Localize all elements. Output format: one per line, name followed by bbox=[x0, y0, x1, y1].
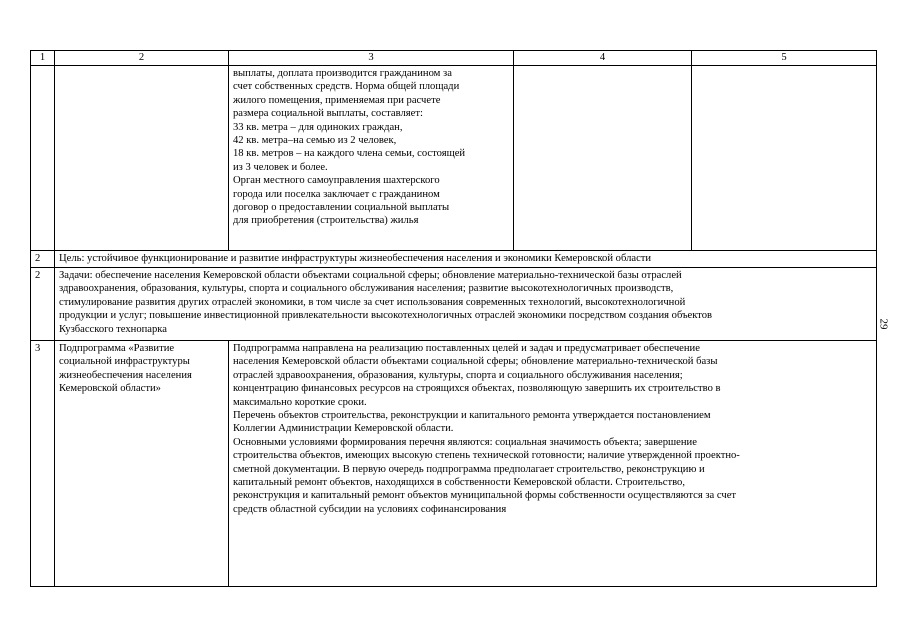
table-row-tasks bbox=[31, 268, 877, 341]
text-line: реконструкция и капитальный ремонт объектов муниципальной формы собственности осуществляются за счет bbox=[233, 490, 737, 502]
text-line: жилого помещения, применяемая при расчете bbox=[233, 94, 441, 106]
text-line: Коллегии Администрации Кемеровской области. bbox=[233, 423, 454, 435]
header-col-5: 5 bbox=[692, 51, 877, 66]
table-row-goal bbox=[31, 251, 877, 268]
text-line: Подпрограмма направлена на реализацию поставленных целей и задач и предусматривает обеспечение bbox=[233, 343, 700, 354]
page-number: 29 bbox=[877, 318, 890, 330]
text-line: Кемеровской области» bbox=[59, 383, 161, 395]
goal-text: Цель: устойчивое функционирование и развитие инфраструктуры жизнеобеспечения населения и экономики Кемеровской области bbox=[55, 251, 877, 268]
text-line: Перечень объектов строительства, реконструкции и капитального ремонта утверждается постановлением bbox=[233, 410, 711, 422]
text-line: продукции и услуг; повышение инвестиционной привлекательности высокотехнологичных отраслей экономики посредством создания объектов bbox=[59, 310, 713, 322]
text-line: отраслей здравоохранения, образования, культуры, спорта и социального обслуживания населения; bbox=[233, 369, 683, 381]
table-row-continuation bbox=[31, 66, 877, 251]
text-line: Кузбасского технопарка bbox=[59, 323, 167, 335]
header-col-1: 1 bbox=[31, 51, 55, 66]
row-number: 2 bbox=[31, 268, 55, 341]
text-line: максимально короткие сроки. bbox=[233, 396, 367, 408]
tasks-text-cell bbox=[55, 268, 877, 341]
row-number: 2 bbox=[31, 251, 55, 268]
table-row-subprogram bbox=[31, 341, 877, 587]
text-line: договор о предоставлении социальной выплаты bbox=[233, 202, 450, 214]
subprogram-description-cell bbox=[229, 341, 877, 587]
cell-empty bbox=[31, 66, 55, 251]
text-line: города или поселка заключает с гражданином bbox=[233, 188, 440, 200]
text-line: сметной документации. В первую очередь подпрограмма предполагает строительство, реконструкцию и bbox=[233, 463, 705, 475]
cell-empty bbox=[55, 66, 229, 251]
table-header-row bbox=[31, 51, 877, 66]
text-line: 42 кв. метра–на семью из 2 человек, bbox=[233, 135, 397, 147]
program-table bbox=[30, 50, 877, 587]
header-col-2: 2 bbox=[55, 51, 229, 66]
cell-empty bbox=[514, 66, 692, 251]
continuation-text-cell bbox=[229, 66, 514, 251]
document-page bbox=[30, 50, 876, 601]
text-line: Основными условиями формирования перечня являются: социальная значимость объекта; завершение bbox=[233, 436, 697, 448]
text-line: стимулирование развития других отраслей экономики, в том числе за счет использования современных технологий, высокотехнологичной bbox=[59, 296, 686, 308]
text-line: социальной инфраструктуры bbox=[59, 356, 190, 368]
row-number: 3 bbox=[31, 341, 55, 587]
subprogram-name-cell bbox=[55, 341, 229, 587]
text-line: жизнеобеспечения населения bbox=[59, 369, 192, 381]
text-line: строительства объектов, имеющих высокую степень технической готовности; наличие утвержденной проектно- bbox=[233, 450, 740, 462]
cell-empty bbox=[692, 66, 877, 251]
text-line: выплаты, доплата производится гражданином за bbox=[233, 68, 452, 79]
text-line: для приобретения (строительства) жилья bbox=[233, 215, 419, 227]
text-line: 33 кв. метра – для одиноких граждан, bbox=[233, 121, 403, 133]
text-line: капитальный ремонт объектов, находящихся в собственности Кемеровской области. Строительство, bbox=[233, 477, 685, 489]
text-line: населения Кемеровской области объектами социальной сферы; обновление материально-технической базы bbox=[233, 356, 718, 368]
text-line: размера социальной выплаты, составляет: bbox=[233, 108, 423, 120]
text-line: здравоохранения, образования, культуры, спорта и социального обслуживания населения; развитие высокотехнологичных производств, bbox=[59, 283, 674, 295]
text-line: 18 кв. метров – на каждого члена семьи, состоящей bbox=[233, 148, 466, 160]
text-line: из 3 человек и более. bbox=[233, 161, 328, 173]
text-line: Задачи: обеспечение населения Кемеровской области объектами социальной сферы; обновление материально-технической базы отраслей bbox=[59, 270, 682, 281]
header-col-4: 4 bbox=[514, 51, 692, 66]
text-line: концентрацию финансовых ресурсов на строящихся объектах, позволяющую завершить их строительство в bbox=[233, 383, 721, 395]
text-line: Орган местного самоуправления шахтерского bbox=[233, 175, 440, 187]
text-line: Подпрограмма «Развитие bbox=[59, 343, 175, 354]
text-line: средств областной субсидии на условиях софинансирования bbox=[233, 503, 507, 515]
text-line: счет собственных средств. Норма общей площади bbox=[233, 81, 460, 93]
header-col-3: 3 bbox=[229, 51, 514, 66]
